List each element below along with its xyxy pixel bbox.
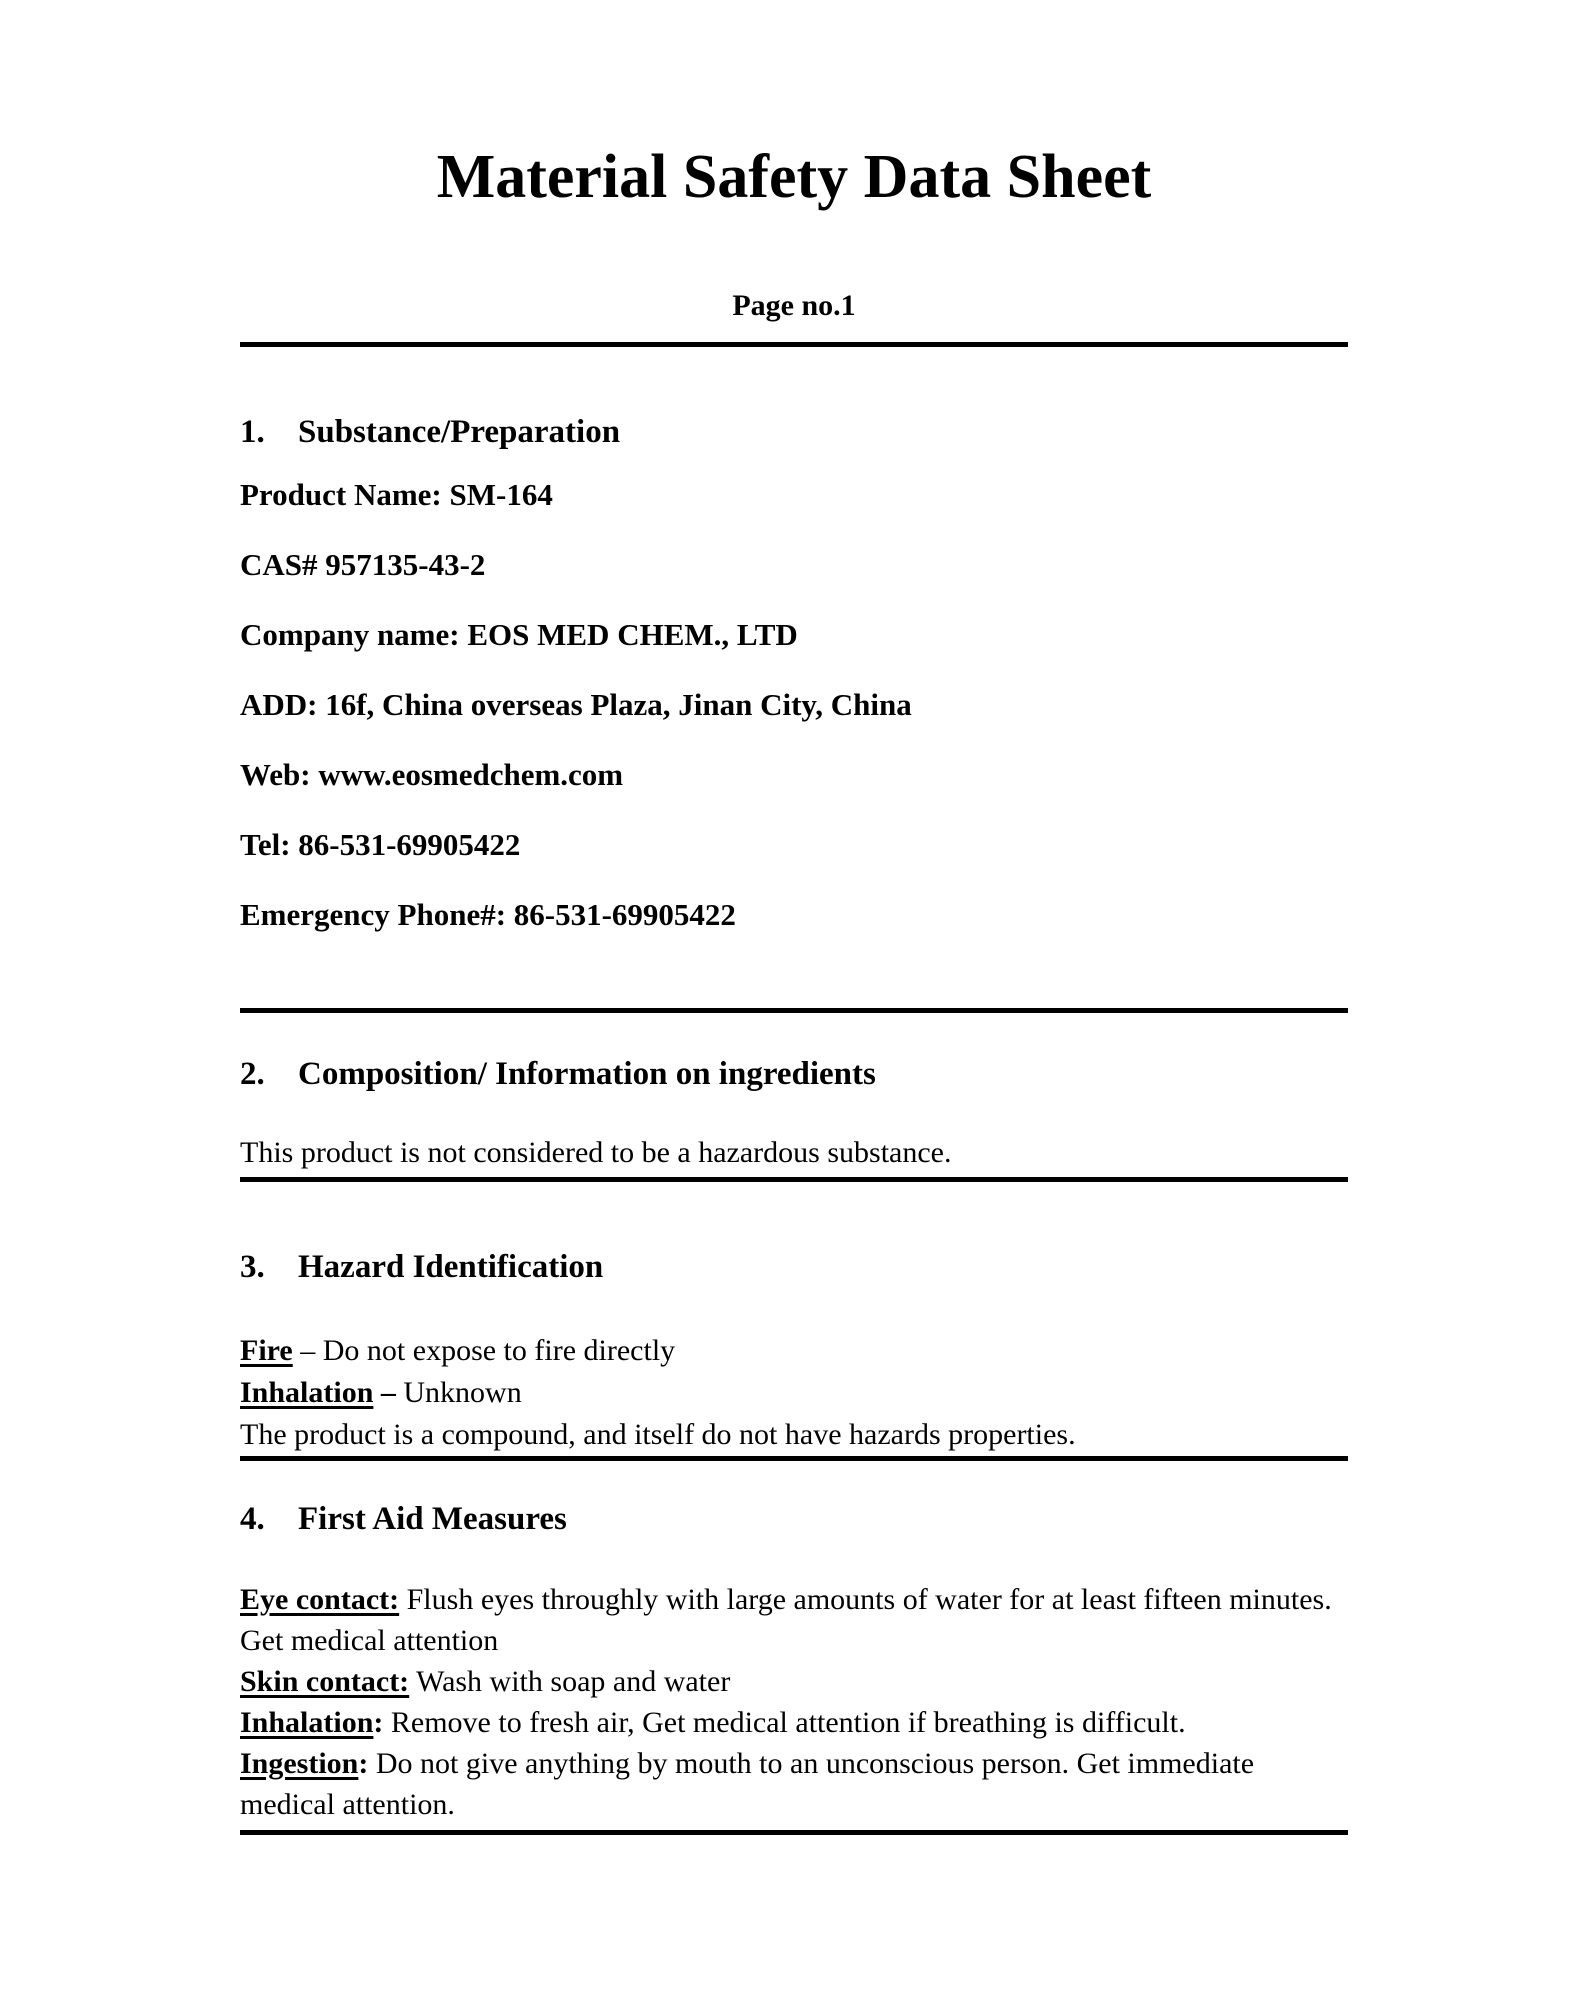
hazard-text-fire: Do not expose to fire directly: [322, 1334, 676, 1367]
divider-section-4: [240, 1456, 1348, 1461]
section-heading-composition: [240, 1058, 1348, 1091]
first-aid-label: Inhalation: [240, 1706, 374, 1739]
hazard-label-fire: Fire: [240, 1334, 293, 1367]
hazard-line-fire: [240, 1330, 1348, 1372]
first-aid-label: Skin contact:: [240, 1665, 410, 1698]
composition-body: [240, 1135, 1348, 1171]
hazard-text-inhalation: Unknown: [403, 1376, 522, 1409]
first-aid-text: Do not give anything by mouth to an unconscious person. Get immediate medical attention.: [240, 1747, 1255, 1821]
hazard-label-inhalation: Inhalation: [240, 1376, 374, 1409]
section-number: 3.: [240, 1249, 265, 1285]
divider-section-3: [240, 1177, 1348, 1182]
first-aid-skin-contact: [240, 1661, 1348, 1702]
section-heading-label: First Aid Measures: [298, 1501, 567, 1537]
first-aid-text: Flush eyes throughly with large amounts of water for at least fifteen minutes. Get medical attention: [240, 1583, 1332, 1657]
first-aid-label: Ingestion: [240, 1747, 359, 1780]
first-aid-label: Eye contact:: [240, 1583, 400, 1616]
field-emergency-phone: Emergency Phone#: 86-531-69905422: [240, 897, 736, 932]
first-aid-text: Wash with soap and water: [416, 1665, 731, 1698]
first-aid-text: Remove to fresh air, Get medical attention if breathing is difficult.: [390, 1706, 1186, 1739]
hazard-note: The product is a compound, and itself do not have hazards properties.: [240, 1418, 1076, 1451]
first-aid-inhalation: [240, 1702, 1348, 1743]
section-number: 2.: [240, 1056, 265, 1092]
first-aid-list: [240, 1579, 1348, 1825]
field-address: ADD: 16f, China overseas Plaza, Jinan City, China: [240, 687, 912, 722]
section-heading-label: Hazard Identification: [298, 1249, 604, 1285]
hazard-line-inhalation: [240, 1372, 1348, 1414]
divider-header: [240, 342, 1348, 347]
section-heading-substance-preparation: [240, 416, 1348, 449]
divider-section-2: [240, 1008, 1348, 1013]
section-heading-label: Composition/ Information on ingredients: [298, 1056, 876, 1092]
field-cas-number: CAS# 957135-43-2: [240, 547, 486, 582]
divider-footer: [240, 1830, 1348, 1835]
section-heading-label: Substance/Preparation: [298, 414, 621, 450]
page-number-label: Page no.1: [732, 289, 856, 322]
dash: –: [300, 1334, 316, 1367]
document-title: Material Safety Data Sheet: [436, 143, 1152, 211]
field-telephone: Tel: 86-531-69905422: [240, 827, 521, 862]
field-product-name: Product Name: SM-164: [240, 477, 553, 512]
dash: –: [380, 1376, 396, 1409]
composition-statement: This product is not considered to be a hazardous substance.: [240, 1136, 952, 1169]
first-aid-eye-contact: [240, 1579, 1348, 1661]
section-heading-hazard-identification: [240, 1251, 1348, 1284]
hazard-identification-list: [240, 1330, 1348, 1456]
substance-preparation-fields: [240, 460, 1348, 950]
label-colon: :: [373, 1706, 384, 1739]
section-heading-first-aid: [240, 1503, 1348, 1536]
field-company-name: Company name: EOS MED CHEM., LTD: [240, 617, 798, 652]
first-aid-ingestion: [240, 1743, 1348, 1825]
field-website: Web: www.eosmedchem.com: [240, 757, 624, 792]
section-number: 4.: [240, 1501, 265, 1537]
label-colon: :: [358, 1747, 369, 1780]
section-number: 1.: [240, 414, 265, 450]
